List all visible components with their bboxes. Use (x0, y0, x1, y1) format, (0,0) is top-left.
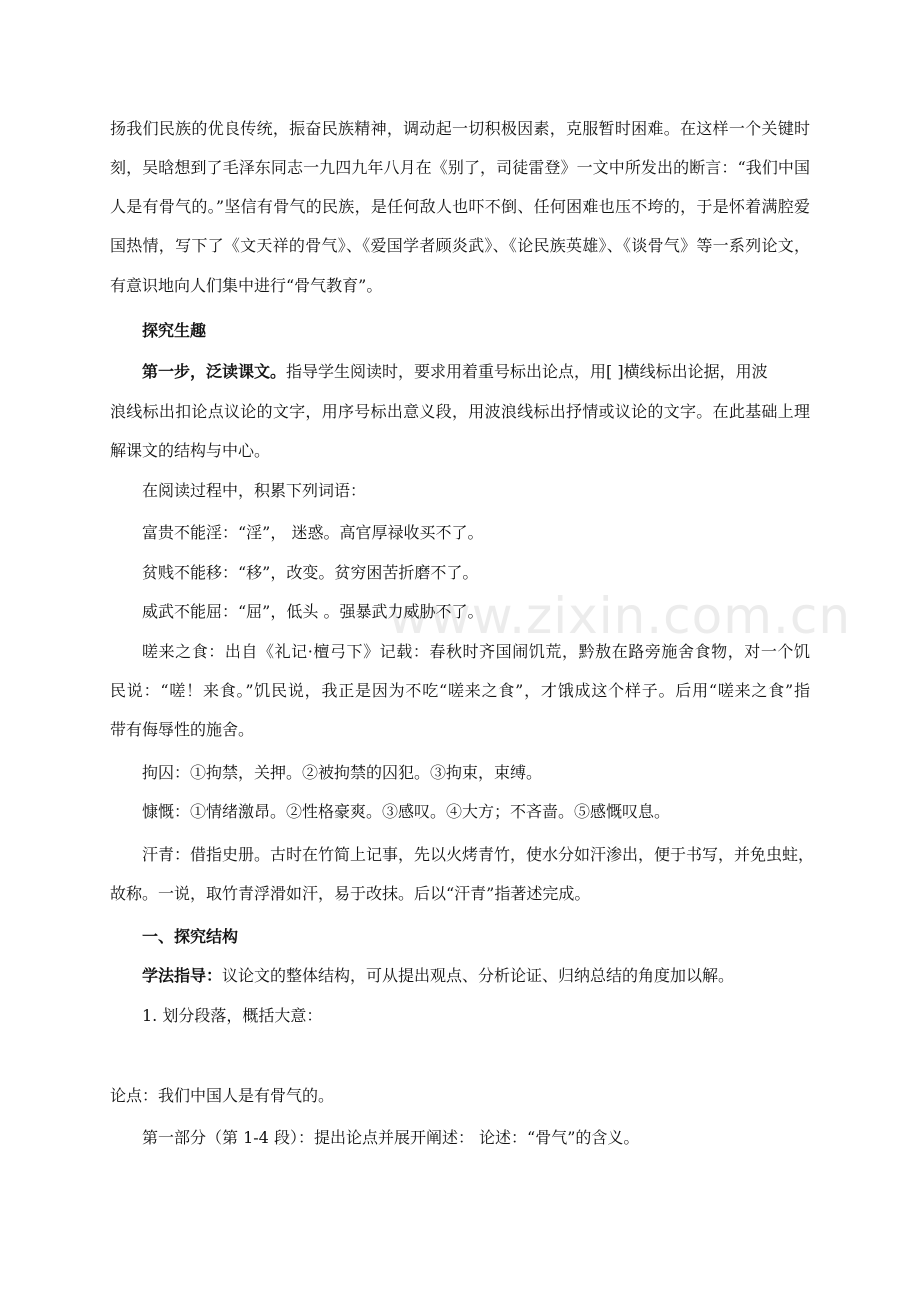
step1-line-2: 浪线标出扣论点议论的文字，用序号标出意义段，用波浪线标出抒情或议论的文字。在此基础上理 (110, 402, 810, 421)
method-text: 议论文的整体结构，可从提出观点、分析论证、归纳总结的角度加以解。 (222, 966, 735, 985)
vocab-item-4-line-2: 民说：“嗟！来食。”饥民说，我正是因为不吃“嗟来之食”，才饿成这个样子。后用“嗟来之食”指 (110, 681, 810, 700)
vocab-intro: 在阅读过程中，积累下列词语： (142, 481, 367, 500)
intro-line-2: 刻，吴晗想到了毛泽东同志一九四九年八月在《别了，司徒雷登》一文中所发出的断言：“我们中国 (110, 158, 810, 177)
vocab-item-3: 威武不能屈：“屈”，低头 。强暴武力威胁不了。 (142, 602, 484, 621)
vocab-item-7-line-1: 汗青：借指史册。古时在竹简上记事，先以火烤青竹，使水分如汗渗出，便于书写，并免虫蛀， (142, 845, 815, 864)
step1-label: 第一步，泛读课文。 (142, 362, 287, 381)
step1-text: 指导学生阅读时，要求用着重号标出论点，用[ ]横线标出论据，用波 (286, 362, 768, 381)
section-heading-explore: 探究生趣 (142, 321, 207, 340)
intro-line-1: 扬我们民族的优良传统，振奋民族精神，调动起一切积极因素，克服暂时困难。在这样一个关键时 (110, 119, 810, 138)
vocab-item-2: 贫贱不能移：“移”，改变。贫穷困苦折磨不了。 (142, 563, 479, 582)
vocab-item-1: 富贵不能淫：“淫”， 迷惑。高官厚禄收买不了。 (142, 523, 484, 542)
intro-line-3: 人是有骨气的。”坚信有骨气的民族，是任何敌人也吓不倒、任何困难也压不垮的，于是怀着满腔爱 (110, 197, 810, 216)
intro-line-5: 有意识地向人们集中进行“骨气教育”。 (110, 276, 383, 295)
thesis-line: 论点：我们中国人是有骨气的。 (110, 1086, 335, 1105)
watermark: www.zixin.com.cn (388, 587, 852, 645)
method-label: 学法指导： (142, 966, 223, 985)
section-heading-structure: 一、探究结构 (142, 927, 239, 946)
step1-line-3: 解课文的结构与中心。 (110, 441, 271, 460)
list-item-1: 1. 划分段落，概括大意： (142, 1006, 323, 1025)
part1-line: 第一部分（第 1-4 段）：提出论点并展开阐述： 论述：“骨气”的含义。 (142, 1128, 640, 1147)
vocab-item-7-line-2: 故称。一说，取竹青浮滑如汗，易于改抹。后以“汗青”指著述完成。 (110, 884, 591, 903)
vocab-item-5: 拘囚：①拘禁，关押。②被拘禁的囚犯。③拘束，束缚。 (142, 763, 543, 782)
vocab-item-4-line-3: 带有侮辱性的施舍。 (110, 720, 255, 739)
vocab-item-6: 慷慨：①情绪激昂。②性格豪爽。③感叹。④大方；不吝啬。⑤感慨叹息。 (142, 802, 671, 821)
intro-line-4: 国热情，写下了《文天祥的骨气》、《爱国学者顾炎武》、《论民族英雄》、《谈骨气》等一系列论文， (110, 236, 810, 255)
method-guide-line (142, 966, 734, 986)
step1-line-1 (142, 362, 768, 382)
vocab-item-4-line-1: 嗟来之食：出自《礼记·檀弓下》记载：春秋时齐国闹饥荒，黔敖在路旁施舍食物，对一个饥 (142, 642, 810, 661)
